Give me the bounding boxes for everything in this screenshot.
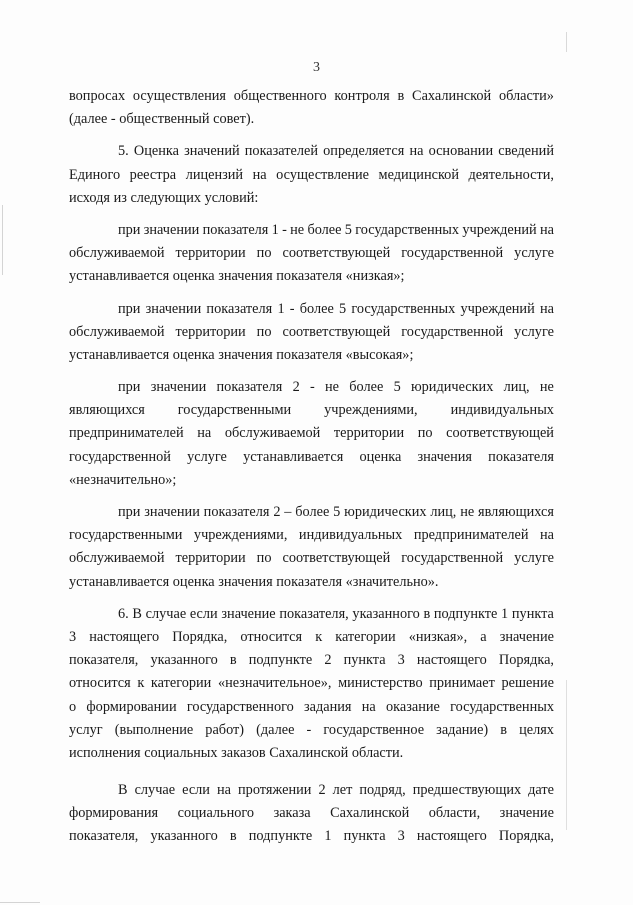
word: услуге (514, 550, 554, 567)
word: по (417, 425, 433, 442)
word: формирования (69, 805, 159, 822)
word: сведений (498, 143, 554, 160)
text-line (69, 696, 554, 719)
word: услуге (514, 323, 554, 340)
word: на (539, 300, 554, 317)
text-line (69, 399, 554, 422)
word: услуге (514, 245, 554, 262)
word: показателя, (279, 605, 349, 622)
word: государственными (69, 527, 183, 544)
text-line: устанавливается оценка значения показателя «высокая»; (69, 346, 414, 363)
word: относится (69, 675, 131, 692)
word: учреждениями, (193, 527, 288, 544)
word: государственного (186, 698, 294, 715)
word: 2 (292, 379, 300, 396)
word: показателей (244, 143, 319, 160)
word: настоящего (89, 628, 160, 645)
word: значении (145, 300, 202, 317)
text-line (69, 672, 554, 695)
paragraph-gap (69, 131, 554, 140)
text-line (69, 825, 554, 848)
word: на (539, 221, 554, 238)
word: показателя (203, 504, 270, 520)
word: оценка (359, 448, 402, 465)
word: - (289, 300, 295, 317)
word: задание) (436, 721, 489, 738)
word: к (315, 628, 323, 645)
word: принимает (429, 675, 495, 692)
word: подпункте (248, 652, 313, 669)
word: - (282, 221, 287, 238)
word: территории (175, 550, 246, 567)
word: лицензий (185, 166, 244, 183)
word: соответствующей (446, 425, 554, 442)
word: 1 (324, 828, 332, 845)
word: указанного (150, 652, 218, 669)
paragraph-gap (69, 492, 554, 501)
word: 5 (393, 379, 401, 396)
word: решение (501, 675, 554, 692)
word: настоящего (416, 652, 487, 669)
word: (выполнение (114, 721, 194, 738)
word: государственной (401, 323, 504, 340)
word: государственных (351, 300, 456, 317)
word: министерство (338, 675, 423, 692)
word: в (229, 652, 237, 669)
word: подпункте (248, 828, 313, 845)
word: пункта (511, 605, 554, 622)
word: услуге (187, 448, 227, 465)
word: показателя, (69, 828, 139, 845)
word: Порядка, (172, 628, 228, 645)
word: по (256, 245, 272, 262)
text-line: исходя из следующих условий: (69, 189, 259, 206)
text-line: (далее - общественный совет). (69, 111, 255, 128)
word: 5 (339, 300, 347, 317)
text-line (69, 85, 554, 108)
word: пункта (343, 652, 386, 669)
word: основании (428, 143, 494, 160)
word: реестра (129, 166, 177, 183)
text-line (69, 626, 554, 649)
word: осуществления (132, 88, 226, 104)
text-line (69, 779, 554, 802)
word: если (189, 605, 218, 622)
word: на (409, 143, 424, 160)
word: если (182, 782, 210, 799)
scan-edge-mark-right (566, 32, 567, 52)
text-line (69, 140, 554, 163)
text-line (69, 164, 554, 187)
word: не (539, 379, 554, 396)
word: формировании (86, 698, 177, 715)
paragraph-gap (69, 594, 554, 603)
text-line (69, 649, 554, 672)
word: в (500, 721, 508, 738)
word: 6. (118, 605, 129, 622)
word: учреждениями, (324, 402, 418, 419)
word: индивидуальных (450, 402, 554, 419)
word: относится (240, 628, 303, 645)
word: предпринимателей (413, 527, 529, 544)
word: оказание (386, 698, 440, 715)
word: 1 (271, 221, 279, 238)
word: настоящего (416, 828, 487, 845)
word: – (284, 504, 292, 520)
word: к (137, 675, 145, 692)
word: вопросах (69, 88, 126, 104)
word: на (540, 527, 554, 544)
word: при (118, 504, 141, 520)
word: государственной (401, 245, 504, 262)
word: значений (184, 143, 240, 160)
word: категории (150, 675, 212, 692)
text-line (69, 298, 554, 321)
text-line (69, 524, 554, 547)
word: территории (175, 245, 246, 262)
word: услуг (69, 721, 103, 738)
word: 1 (501, 605, 509, 622)
word: лет (332, 782, 353, 799)
word: Сахалинской (412, 88, 492, 104)
word: государственных (450, 698, 554, 715)
word: контроля (334, 88, 390, 104)
word: значение (499, 805, 554, 822)
word: Оценка (133, 143, 179, 160)
word: общественного (233, 88, 327, 104)
word: лиц, (430, 504, 457, 520)
word: обслуживаемой (69, 550, 165, 567)
word: государственными (177, 402, 292, 419)
word: случае (134, 782, 176, 799)
word: 5 (344, 221, 352, 238)
word: государственной (401, 550, 504, 567)
word: территории (175, 323, 246, 340)
word: деятельности, (468, 166, 554, 183)
word: учреждений (460, 300, 535, 317)
word: значении (144, 504, 200, 520)
word: обслуживаемой (224, 425, 321, 442)
word: показателя (206, 300, 273, 317)
text-line (69, 719, 554, 742)
word: показателя (488, 448, 554, 465)
word: в (397, 88, 405, 104)
scan-edge-mark-bottom (0, 902, 40, 903)
word: социального (177, 805, 255, 822)
text-line: «незначительно»; (69, 471, 177, 488)
text-line (69, 501, 554, 524)
word: работ) (205, 721, 245, 738)
word: 3 (69, 628, 77, 645)
word: при (118, 379, 141, 396)
word: значения (417, 448, 472, 465)
word: - (306, 721, 312, 738)
text-line: устанавливается оценка значения показателя «значительно». (69, 573, 439, 590)
word: лиц, (503, 379, 530, 396)
word: пункта (343, 828, 386, 845)
text-line (69, 802, 554, 825)
word: медицинской (378, 166, 459, 183)
word: предпринимателей (69, 425, 184, 442)
word: задания (304, 698, 352, 715)
text-line: исполнения социальных заказов Сахалинской области. (69, 744, 404, 761)
word: обслуживаемой (69, 245, 165, 262)
word: по (256, 323, 272, 340)
word: устанавливается (243, 448, 344, 465)
word: «незначительное», (217, 675, 332, 692)
word: а (480, 628, 487, 645)
text-line (69, 242, 554, 265)
word: целях (519, 721, 554, 738)
word: протяжении (238, 782, 312, 799)
word: В (118, 782, 128, 799)
word: заказа (273, 805, 311, 822)
paragraph-gap (69, 289, 554, 298)
word: Порядка, (498, 828, 554, 845)
word: подпункте (433, 605, 498, 622)
word: 1 (277, 300, 285, 317)
word: на (217, 782, 231, 799)
word: Порядка, (498, 652, 554, 669)
word: 2 (273, 504, 281, 520)
word: указанного (352, 605, 420, 622)
word: Единого (69, 166, 121, 183)
word: 2 (324, 652, 332, 669)
word: являющихся (69, 402, 145, 419)
word: значении (143, 221, 200, 238)
word: области, (428, 805, 481, 822)
word: 5 (333, 504, 341, 520)
word: более (295, 504, 330, 520)
scan-edge-mark-right-lower (566, 680, 567, 830)
text-line (69, 422, 554, 445)
word: 2 (318, 782, 326, 799)
word: более (299, 300, 334, 317)
word: о (69, 698, 77, 715)
word: - (309, 379, 315, 396)
page-number: 3 (313, 60, 320, 75)
word: государственных (355, 221, 460, 238)
word: показателя (202, 221, 269, 238)
paragraph-gap (69, 765, 554, 779)
word: указанного (150, 828, 218, 845)
word: значении (150, 379, 207, 396)
word: юридических (410, 379, 494, 396)
word: случае (145, 605, 187, 622)
word: при (118, 300, 141, 317)
paragraph-gap (69, 367, 554, 376)
word: более (349, 379, 384, 396)
word: учреждений (462, 221, 537, 238)
word: 3 (397, 828, 405, 845)
text-line (69, 376, 554, 399)
word: на (252, 166, 267, 183)
word: В (132, 605, 142, 622)
word: определяется (323, 143, 405, 160)
word: (далее (256, 721, 295, 738)
word: соответствующей (282, 245, 391, 262)
word: на (197, 425, 212, 442)
word: на (361, 698, 376, 715)
word: области» (498, 88, 554, 104)
word: в (229, 828, 237, 845)
text-line (69, 446, 554, 469)
word: Сахалинской (330, 805, 410, 822)
word: не (325, 379, 339, 396)
word: государственное (323, 721, 425, 738)
word: осуществление (276, 166, 369, 183)
scan-edge-mark-left (2, 205, 3, 275)
paragraph-gap (69, 210, 554, 219)
text-line (69, 219, 554, 242)
word: индивидуальных (298, 527, 403, 544)
word: территории (333, 425, 405, 442)
word: значение (499, 628, 554, 645)
word: не (290, 221, 305, 238)
word: категории (335, 628, 396, 645)
word: 3 (397, 652, 405, 669)
word: более (307, 221, 342, 238)
word: значение (221, 605, 276, 622)
word: подряд, (359, 782, 406, 799)
word: дате (528, 782, 554, 799)
word: по (256, 550, 272, 567)
text-line (69, 547, 554, 570)
word: соответствующей (282, 323, 391, 340)
word: предшествующих (412, 782, 522, 799)
word: в (423, 605, 431, 622)
word: 5. (118, 143, 129, 160)
word: соответствующей (282, 550, 391, 567)
word: показателя (216, 379, 283, 396)
word: показателя, (69, 652, 139, 669)
word: являющихся (478, 504, 554, 520)
text-line: устанавливается оценка значения показателя «низкая»; (69, 268, 405, 285)
word: обслуживаемой (69, 323, 165, 340)
word: «низкая», (408, 628, 468, 645)
word: не (460, 504, 475, 520)
word: при (118, 221, 141, 238)
text-line (69, 603, 554, 626)
text-line (69, 321, 554, 344)
word: государственной (69, 448, 171, 465)
document-body (69, 85, 554, 849)
word: юридических (344, 504, 427, 520)
